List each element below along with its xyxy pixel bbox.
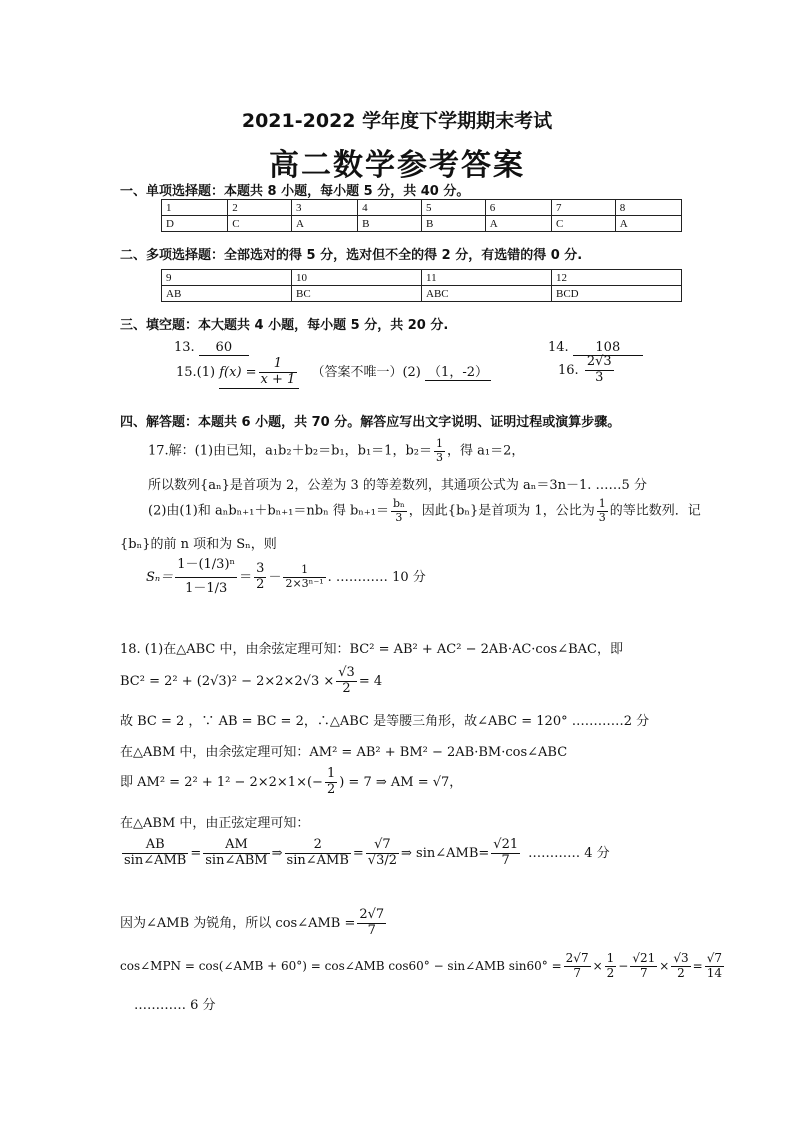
q16-denominator: 3 xyxy=(595,369,604,385)
table-cell: 1 xyxy=(162,200,228,216)
text: × xyxy=(592,958,603,973)
table-cell: A xyxy=(485,216,551,232)
fraction-numerator: √7 xyxy=(706,951,722,965)
text: 的等比数列．记 xyxy=(609,503,701,519)
table-cell: A xyxy=(291,216,357,232)
fraction-numerator: √21 xyxy=(632,951,656,965)
table-cell: C xyxy=(228,216,292,232)
fraction-denominator: 3 xyxy=(436,450,443,464)
q17-line3 xyxy=(148,498,701,524)
text: − xyxy=(618,958,629,973)
table-cell: ABC xyxy=(422,286,552,302)
table-cell: 4 xyxy=(358,200,422,216)
q18-line3: 故 BC = 2 ，∵ AB = BC = 2，∴△ABC 是等腰三角形，故∠ABC = 120° …………2 分 xyxy=(120,714,650,729)
table-row xyxy=(162,286,682,302)
q18-line6: 在△ABM 中，由正弦定理可知： xyxy=(120,816,310,831)
text: ⇒ xyxy=(271,845,283,861)
fraction-numerator: AB xyxy=(122,838,188,854)
fraction-denominator: 2 xyxy=(326,781,336,797)
text: BC² = 2² + (2√3)² − 2×2×2√3 × xyxy=(120,673,335,689)
fraction-denominator: sin∠AMB xyxy=(286,852,349,868)
table-cell: 12 xyxy=(552,270,682,286)
answer-key-title: 高二数学参考答案 xyxy=(269,148,525,183)
fraction-numerator: AM xyxy=(203,838,269,854)
q17-line2: 所以数列{aₙ}是首项为 2，公差为 3 的等差数列，其通项公式为 aₙ＝3n－1. ……5 分 xyxy=(148,478,647,493)
sn-label: Sₙ＝ xyxy=(146,569,174,585)
fraction-numerator: 1 xyxy=(326,766,336,781)
q18-line5 xyxy=(120,767,462,798)
section4-heading: 四、解答题：本题共 6 小题，共 70 分。解答应写出文字说明、证明过程或演算步骤。 xyxy=(120,415,621,430)
fraction-numerator: √21 xyxy=(493,837,519,852)
fraction-numerator: 1 xyxy=(598,497,606,510)
table-row xyxy=(162,200,682,216)
text: = xyxy=(692,958,703,973)
fraction-denominator: 2 xyxy=(342,680,351,696)
fraction-numerator: 2√7 xyxy=(359,907,385,922)
q14-label: 14. xyxy=(548,340,569,355)
q15-part2-value: （1，-2） xyxy=(425,361,491,381)
table-cell: 10 xyxy=(292,270,422,286)
fraction-numerator: 1 xyxy=(606,951,615,965)
table-cell: B xyxy=(358,216,422,232)
table-cell: 8 xyxy=(615,200,681,216)
text: ) = 7 ⇒ AM = √7， xyxy=(339,774,463,790)
table-cell: 11 xyxy=(422,270,552,286)
q17-line1 xyxy=(148,438,524,464)
table-cell: 5 xyxy=(421,200,485,216)
table-row xyxy=(162,216,682,232)
fraction-numerator: 1 xyxy=(436,437,443,450)
q17-sum-formula xyxy=(146,558,426,597)
section2-heading: 二、多项选择题：全部选对的得 5 分，选对但不全的得 2 分，有选错的得 0 分. xyxy=(120,248,583,263)
fraction-denominator: 7 xyxy=(367,922,376,938)
text: ⇒ sin∠AMB= xyxy=(401,845,490,861)
q18-line4: 在△ABM 中，由余弦定理可知：AM² = AB² + BM² − 2AB·BM·cos∠ABC xyxy=(120,745,568,760)
fraction-denominator: 14 xyxy=(706,965,722,980)
section3-heading: 三、填空题：本大题共 4 小题，每小题 5 分，共 20 分. xyxy=(120,318,449,333)
q15-function: f(x) = $\frac{1}{x + 1}$ xyxy=(219,357,299,389)
fraction-numerator: 2√7 xyxy=(565,951,589,965)
fraction-numerator: √3 xyxy=(673,951,689,965)
q15-note: （答案不唯一）(2) xyxy=(311,364,421,380)
table-cell: B xyxy=(421,216,485,232)
q13-value: 60 xyxy=(199,340,249,356)
fraction-denominator: 3 xyxy=(598,510,606,524)
table-cell: BCD xyxy=(552,286,682,302)
fraction-denominator: 2×3ⁿ⁻¹ xyxy=(285,576,324,590)
table-cell: AB xyxy=(162,286,292,302)
fraction-denominator: 3 xyxy=(395,510,403,524)
table-cell: 6 xyxy=(485,200,551,216)
multiple-choice-answer-table xyxy=(161,269,682,302)
q18-line8 xyxy=(120,908,388,939)
table-cell: A xyxy=(615,216,681,232)
table-row xyxy=(162,270,682,286)
text: ＝ xyxy=(239,569,253,585)
text: cos∠MPN = cos(∠AMB + 60°) = cos∠AMB cos60° − sin∠AMB sin60° = xyxy=(120,958,562,973)
text: 17.解：(1)由已知，a₁b₂＋b₂＝b₁，b₁＝1，b₂＝ xyxy=(148,443,432,459)
q13-label: 13. xyxy=(174,340,195,355)
table-cell: D xyxy=(162,216,228,232)
q13-answer xyxy=(174,340,249,356)
q15-answer xyxy=(176,357,491,389)
fraction-denominator: 7 xyxy=(573,965,581,980)
fraction-denominator: 2 xyxy=(256,576,265,592)
table-cell: 9 xyxy=(162,270,292,286)
fraction-denominator: 2 xyxy=(606,965,615,980)
text: = 4 xyxy=(358,673,383,689)
fraction-denominator: sin∠ABM xyxy=(205,852,268,868)
q15-label: 15.(1) xyxy=(176,364,216,380)
text: = xyxy=(190,845,202,861)
fraction-denominator: √3/2 xyxy=(367,852,398,868)
text: 即 AM² = 2² + 1² − 2×2×1×(− xyxy=(120,774,323,790)
q16-label: 16. xyxy=(558,362,579,378)
table-cell: BC xyxy=(292,286,422,302)
q18-line7 xyxy=(120,838,610,869)
q16-numerator: 2√3 xyxy=(586,354,612,369)
text: － xyxy=(268,569,282,585)
q15-numerator: 1 xyxy=(259,357,298,373)
q18-line2 xyxy=(120,666,382,697)
fraction-denominator: 2 xyxy=(677,965,685,980)
table-cell: 7 xyxy=(551,200,615,216)
text: = xyxy=(352,845,364,861)
single-choice-answer-table xyxy=(161,199,682,232)
table-cell: 3 xyxy=(291,200,357,216)
fraction-numerator: √7 xyxy=(366,838,399,854)
q18-line10: ………… 6 分 xyxy=(134,998,216,1013)
table-cell: C xyxy=(551,216,615,232)
fraction-numerator: √3 xyxy=(338,665,355,680)
q18-line9 xyxy=(120,952,726,981)
fraction-numerator: 1－(1/3)ⁿ xyxy=(175,558,237,578)
text: ，得 a₁＝2， xyxy=(447,443,525,459)
fraction-denominator: 7 xyxy=(640,965,648,980)
text: ………… 4 分 xyxy=(528,845,610,861)
fraction-denominator: sin∠AMB xyxy=(124,852,187,868)
q18-line1: 18. (1)在△ABC 中，由余弦定理可知：BC² = AB² + AC² − 2AB·AC·cos∠BAC，即 xyxy=(120,642,623,657)
fraction-numerator: 2 xyxy=(285,838,351,854)
exam-title: 2021-2022 学年度下学期期末考试 xyxy=(241,110,553,132)
q14-value: 108 xyxy=(573,340,643,356)
q17-line4: {bₙ}的前 n 项和为 Sₙ，则 xyxy=(120,537,277,552)
table-cell: 2 xyxy=(228,200,292,216)
text: . ………… 10 分 xyxy=(327,569,426,585)
text: (2)由(1)和 aₙbₙ₊₁＋bₙ₊₁＝nbₙ 得 bₙ₊₁＝ xyxy=(148,503,389,519)
fraction-numerator: 1 xyxy=(283,564,325,578)
section1-heading: 一、单项选择题：本题共 8 小题，每小题 5 分，共 40 分。 xyxy=(120,184,470,199)
fraction-numerator: bₙ xyxy=(392,497,405,510)
q15-denominator: x + 1 xyxy=(260,371,296,387)
q16-answer xyxy=(558,355,616,386)
text: × xyxy=(659,958,670,973)
fraction-denominator: 7 xyxy=(501,852,510,868)
text: ，因此{bₙ}是首项为 1，公比为 xyxy=(408,503,595,519)
text: 因为∠AMB 为锐角，所以 cos∠AMB = xyxy=(120,915,356,931)
fraction-denominator: 1－1/3 xyxy=(185,580,228,596)
fraction-numerator: 3 xyxy=(256,561,265,576)
